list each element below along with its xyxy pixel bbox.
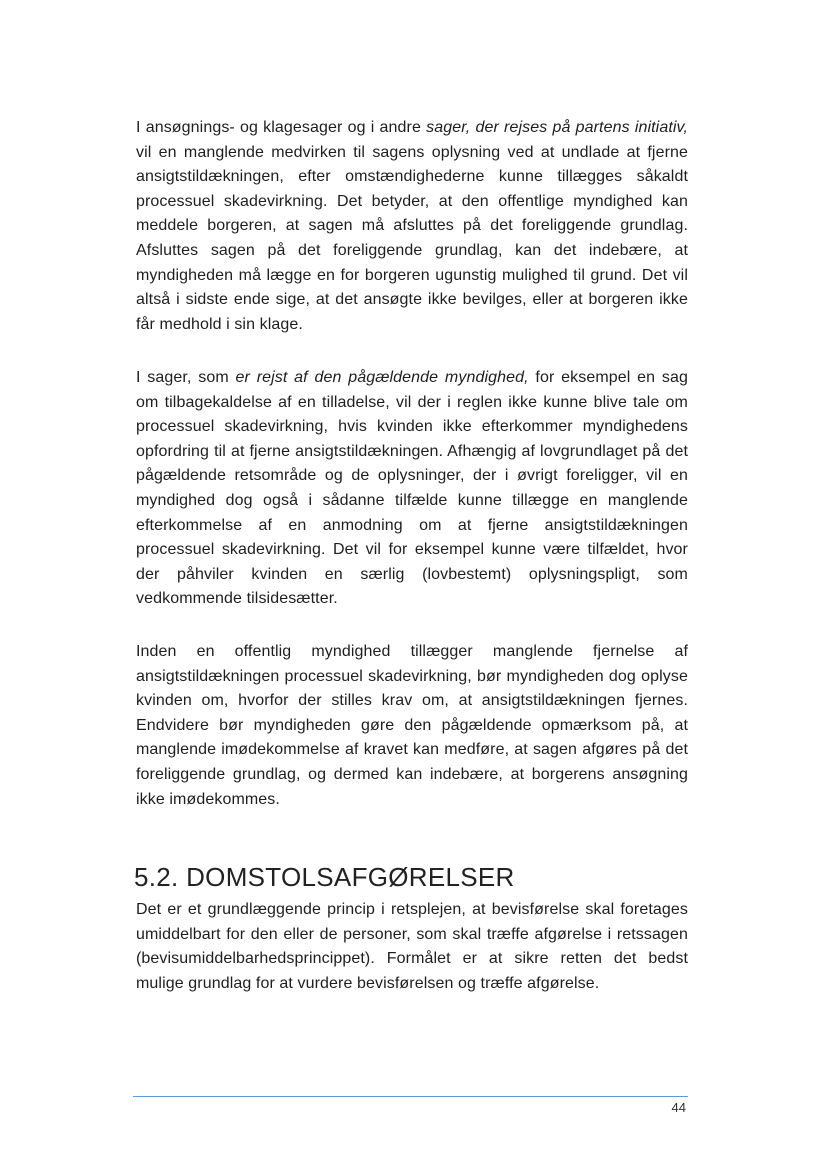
paragraph-3: [136, 640, 688, 812]
footer-rule: [133, 1096, 688, 1097]
paragraph-2-text-cont: for eksempel en sag om tilbagekaldelse af en tilladelse, vil der i reglen ikke kunne blive tale om processuel skadevirkning, hvis kvinden ikke efterkommer myndighedens opfordring til at fjerne ansigtstildækningen. Afhængig af lovgrundlaget på det pågældende retsområde og de oplysninger, der i øvrigt foreligger, vil en myndighed dog også i sådanne tilfælde kunne tillægge en manglende efterkommelse af en anmodning om at fjerne ansigtstildækningen processuel skadevirkning. Det vil for eksempel kunne være tilfældet, hvor der påhviler kvinden en særlig (lovbestemt) oplysningspligt, som vedkommende tilsidesætter.: [136, 369, 688, 608]
paragraph-1-text-cont: vil en manglende medvirken til sagens oplysning ved at undlade at fjerne ansigtstildækningen, efter omstændighederne kunne tillægges såkaldt processuel skadevirkning. Det betyder, at den offentlige myndighed kan meddele borgeren, at sagen må afsluttes på det foreliggende grundlag. Afsluttes sagen på det foreliggende grundlag, kan det indebære, at myndigheden må lægge en for borgeren ugunstig mulighed til grund. Det vil altså i sidste ende sige, at det ansøgte ikke bevilges, eller at borgeren ikke får medhold i sin klage.: [136, 143, 688, 333]
section-body: Det er et grundlæggende princip i retsplejen, at bevisførelse skal foretages umiddelbart for den eller de personer, som skal træffe afgørelse i retssagen (bevisumiddelbarhedsprincippet). Formålet er at sikre retten det bedst mulige grundlag for at vurdere bevisførelsen og træffe afgørelse.: [136, 901, 688, 992]
paragraph-1-italic: sager, der rejses på partens initiativ,: [426, 119, 688, 136]
page-number: 44: [671, 1100, 686, 1115]
paragraph-2-text: I sager, som: [136, 369, 236, 386]
section-heading: 5.2. DOMSTOLSAFGØRELSER: [134, 862, 515, 892]
paragraph-2-italic: er rejst af den pågældende myndighed,: [235, 369, 529, 386]
paragraph-1: [136, 116, 688, 337]
paragraph-1-text: I ansøgnings- og klagesager og i andre: [136, 119, 427, 136]
paragraph-3-text: Inden en offentlig myndighed tillægger manglende fjernelse af ansigtstildækningen processuel skadevirkning, bør myndigheden dog oplyse kvinden om, hvorfor der stilles krav om, at ansigtstildækningen fjernes. Endvidere bør myndigheden gøre den pågældende opmærksom på, at manglende imødekommelse af kravet kan medføre, at sagen afgøres på det foreliggende grundlag, og dermed kan indebære, at borgerens ansøgning ikke imødekommes.: [136, 643, 688, 808]
paragraph-2: [136, 366, 688, 612]
